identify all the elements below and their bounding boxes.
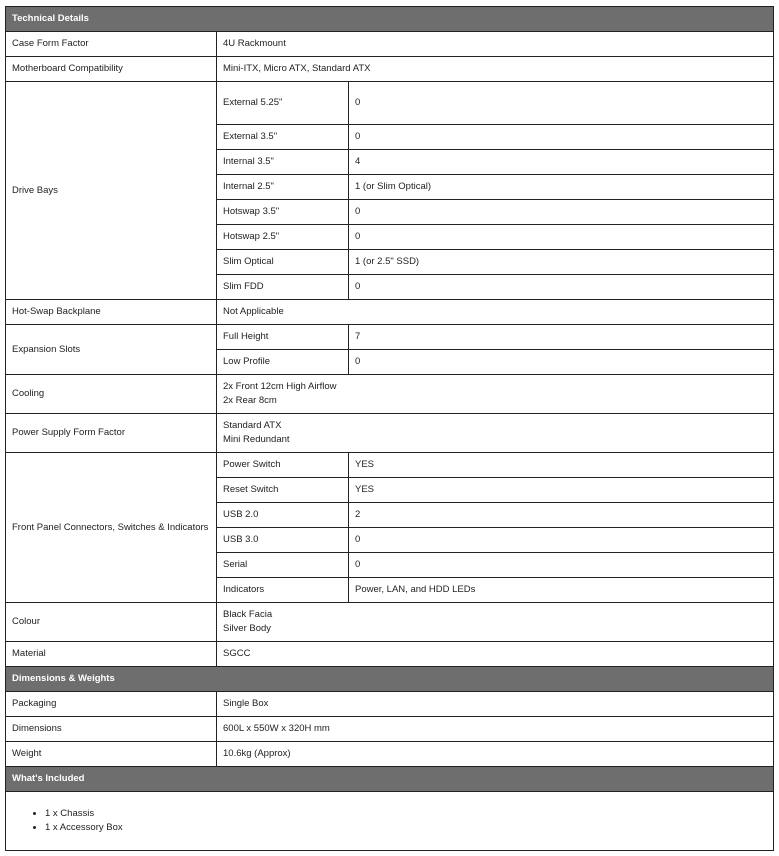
row-label: Drive Bays bbox=[6, 82, 217, 300]
sub-value: 1 (or 2.5" SSD) bbox=[349, 250, 774, 275]
row-label: Weight bbox=[6, 742, 217, 767]
row-packaging bbox=[6, 692, 774, 717]
row-value: 4U Rackmount bbox=[217, 32, 774, 57]
row-power-supply-form-factor bbox=[6, 414, 774, 453]
sub-value: 0 bbox=[349, 200, 774, 225]
sub-value: 1 (or Slim Optical) bbox=[349, 175, 774, 200]
row-label: Dimensions bbox=[6, 717, 217, 742]
row-drive-bays bbox=[6, 82, 774, 125]
sub-label: Low Profile bbox=[217, 350, 349, 375]
list-item: • 1 x Chassis bbox=[45, 807, 767, 821]
sub-label: Indicators bbox=[217, 578, 349, 603]
sub-value: 7 bbox=[349, 325, 774, 350]
value-line: Black Facia bbox=[223, 609, 273, 620]
sub-label: Serial bbox=[217, 553, 349, 578]
included-cell bbox=[6, 792, 774, 851]
value-line: Standard ATX bbox=[223, 420, 282, 431]
row-value: 10.6kg (Approx) bbox=[217, 742, 774, 767]
sub-label: Hotswap 2.5" bbox=[217, 225, 349, 250]
row-label: Packaging bbox=[6, 692, 217, 717]
value-line: Mini Redundant bbox=[223, 434, 290, 445]
sub-value: YES bbox=[349, 478, 774, 503]
section-title: Technical Details bbox=[6, 7, 774, 32]
included-list bbox=[12, 807, 767, 835]
value-line: 2x Rear 8cm bbox=[223, 395, 277, 406]
sub-value: 2 bbox=[349, 503, 774, 528]
sub-label: External 3.5" bbox=[217, 125, 349, 150]
sub-value: 0 bbox=[349, 275, 774, 300]
sub-label: USB 2.0 bbox=[217, 503, 349, 528]
row-value: SGCC bbox=[217, 642, 774, 667]
section-dimensions-weights bbox=[6, 667, 774, 692]
sub-label: Slim Optical bbox=[217, 250, 349, 275]
row-included-items bbox=[6, 792, 774, 851]
value-line: 2x Front 12cm High Airflow bbox=[223, 381, 337, 392]
row-label: Case Form Factor bbox=[6, 32, 217, 57]
row-label: Hot-Swap Backplane bbox=[6, 300, 217, 325]
list-item: • 1 x Accessory Box bbox=[45, 821, 767, 835]
sub-label: Internal 3.5" bbox=[217, 150, 349, 175]
row-label: Cooling bbox=[6, 375, 217, 414]
sub-label: Hotswap 3.5" bbox=[217, 200, 349, 225]
row-cooling bbox=[6, 375, 774, 414]
section-whats-included bbox=[6, 767, 774, 792]
row-value: Not Applicable bbox=[217, 300, 774, 325]
section-title: Dimensions & Weights bbox=[6, 667, 774, 692]
row-label: Colour bbox=[6, 603, 217, 642]
sub-label: Internal 2.5" bbox=[217, 175, 349, 200]
row-weight bbox=[6, 742, 774, 767]
value-line: Silver Body bbox=[223, 623, 272, 634]
row-label: Power Supply Form Factor bbox=[6, 414, 217, 453]
section-technical-details bbox=[6, 7, 774, 32]
sub-label: Reset Switch bbox=[217, 478, 349, 503]
sub-value: Power, LAN, and HDD LEDs bbox=[349, 578, 774, 603]
sub-label: Slim FDD bbox=[217, 275, 349, 300]
row-motherboard-compatibility bbox=[6, 57, 774, 82]
row-front-panel bbox=[6, 453, 774, 478]
sub-value: YES bbox=[349, 453, 774, 478]
row-value bbox=[217, 603, 774, 642]
sub-value: 0 bbox=[349, 528, 774, 553]
row-label: Motherboard Compatibility bbox=[6, 57, 217, 82]
sub-value: 0 bbox=[349, 125, 774, 150]
row-value bbox=[217, 375, 774, 414]
row-expansion-slots bbox=[6, 325, 774, 350]
row-hot-swap-backplane bbox=[6, 300, 774, 325]
row-colour bbox=[6, 603, 774, 642]
sub-label: Power Switch bbox=[217, 453, 349, 478]
row-dimensions bbox=[6, 717, 774, 742]
row-label: Material bbox=[6, 642, 217, 667]
sub-value: 0 bbox=[349, 82, 774, 125]
sub-value: 0 bbox=[349, 225, 774, 250]
row-case-form-factor bbox=[6, 32, 774, 57]
row-label: Front Panel Connectors, Switches & Indicators bbox=[6, 453, 217, 603]
sub-label: External 5.25" bbox=[217, 82, 349, 125]
spec-table bbox=[5, 6, 774, 851]
row-value: Mini-ITX, Micro ATX, Standard ATX bbox=[217, 57, 774, 82]
sub-value: 4 bbox=[349, 150, 774, 175]
sub-label: USB 3.0 bbox=[217, 528, 349, 553]
section-title: What's Included bbox=[6, 767, 774, 792]
row-material bbox=[6, 642, 774, 667]
sub-value: 0 bbox=[349, 350, 774, 375]
row-value: 600L x 550W x 320H mm bbox=[217, 717, 774, 742]
sub-label: Full Height bbox=[217, 325, 349, 350]
row-value: Single Box bbox=[217, 692, 774, 717]
row-value bbox=[217, 414, 774, 453]
sub-value: 0 bbox=[349, 553, 774, 578]
row-label: Expansion Slots bbox=[6, 325, 217, 375]
